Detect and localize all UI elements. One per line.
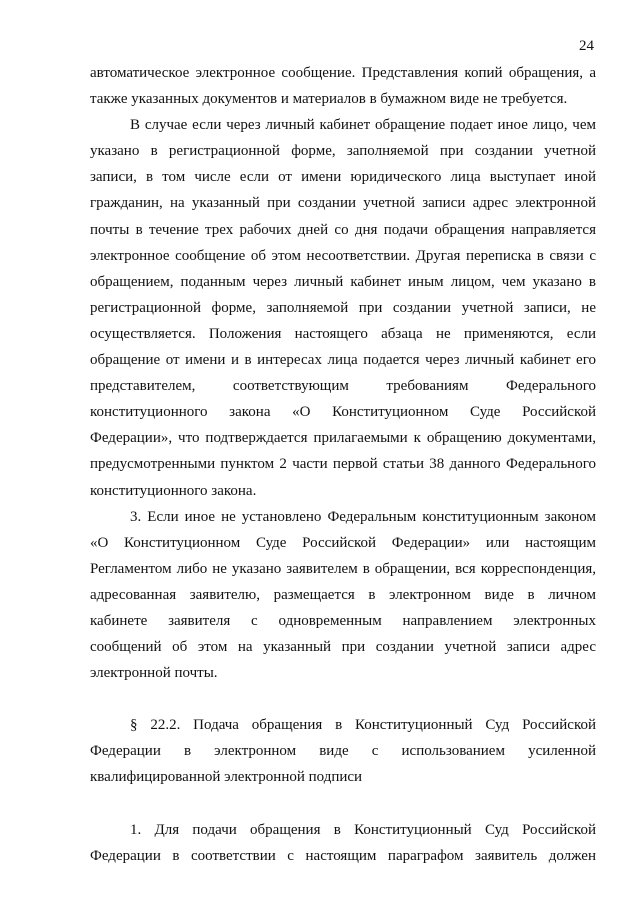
- spacer: [90, 686, 596, 712]
- text-line: Федерации в соответствии с настоящим параграфом заявитель должен: [90, 847, 596, 864]
- text-line: кабинете заявителя с одновременным направлением электронных: [90, 612, 596, 629]
- heading-line: Федерации в электронном виде с использованием усиленной: [90, 743, 596, 760]
- text-line: регистрационной форме, заполняемой при создании учетной записи, не: [90, 299, 596, 316]
- text-line: адресованная заявителю, размещается в электронном виде в личном: [90, 586, 596, 603]
- paragraph-submission-note: [90, 60, 596, 112]
- text-line: конституционного закона «О Конституционном Суде Российской: [90, 404, 596, 421]
- paragraph-correspondence: [90, 504, 596, 687]
- paragraph-other-person: [90, 112, 596, 503]
- page-number: 24: [579, 38, 594, 54]
- text-line: Регламентом либо не указано заявителем в обращении, вся корреспонденция,: [90, 560, 596, 577]
- spacer: [90, 791, 596, 817]
- text-line: В случае если через личный кабинет обращение подает иное лицо, чем: [130, 117, 596, 134]
- text-line: также указанных документов и материалов в бумажном виде не требуется.: [90, 91, 568, 108]
- heading-line: квалифицированной электронной подписи: [90, 769, 363, 786]
- text-line: предусмотренными пунктом 2 части первой статьи 38 данного Федерального: [90, 456, 596, 473]
- text-line: автоматическое электронное сообщение. Представления копий обращения, а: [90, 65, 596, 81]
- text-line: конституционного закона.: [90, 482, 257, 499]
- text-line: 1. Для подачи обращения в Конституционный Суд Российской: [130, 821, 596, 838]
- heading-line: § 22.2. Подача обращения в Конституционный Суд Российской: [130, 717, 596, 734]
- text-line: указано в регистрационной форме, заполняемой при создании учетной: [90, 143, 596, 160]
- text-line: почты в течение трех рабочих дней со дня подачи обращения направляется: [90, 221, 596, 238]
- paragraph-electronic-submission: [90, 817, 596, 869]
- text-line: Федерации», что подтверждается прилагаемыми к обращению документами,: [90, 430, 596, 447]
- text-line: гражданин, на указанный при создании учетной записи адрес электронной: [90, 195, 596, 212]
- text-line: электронное сообщение об этом несоответствии. Другая переписка в связи с: [90, 247, 596, 264]
- text-line: осуществляется. Положения настоящего абзаца не применяются, если: [90, 325, 596, 342]
- text-line: электронной почты.: [90, 665, 218, 682]
- text-line: сообщений об этом на указанный при создании учетной записи адрес: [90, 639, 596, 656]
- text-line: обращение от имени и в интересах лица подается через личный кабинет его: [90, 352, 596, 369]
- text-line: представителем, соответствующим требованиям Федерального: [90, 378, 596, 395]
- text-line: 3. Если иное не установлено Федеральным конституционным законом: [130, 508, 596, 525]
- text-line: записи, в том числе если от имени юридического лица выступает иной: [90, 169, 596, 186]
- text-line: обращением, поданным через личный кабинет иным лицом, чем указано в: [90, 273, 596, 290]
- section-heading: [90, 712, 596, 790]
- text-line: «О Конституционном Суде Российской Федерации» или настоящим: [90, 534, 596, 551]
- document-body: [90, 60, 596, 869]
